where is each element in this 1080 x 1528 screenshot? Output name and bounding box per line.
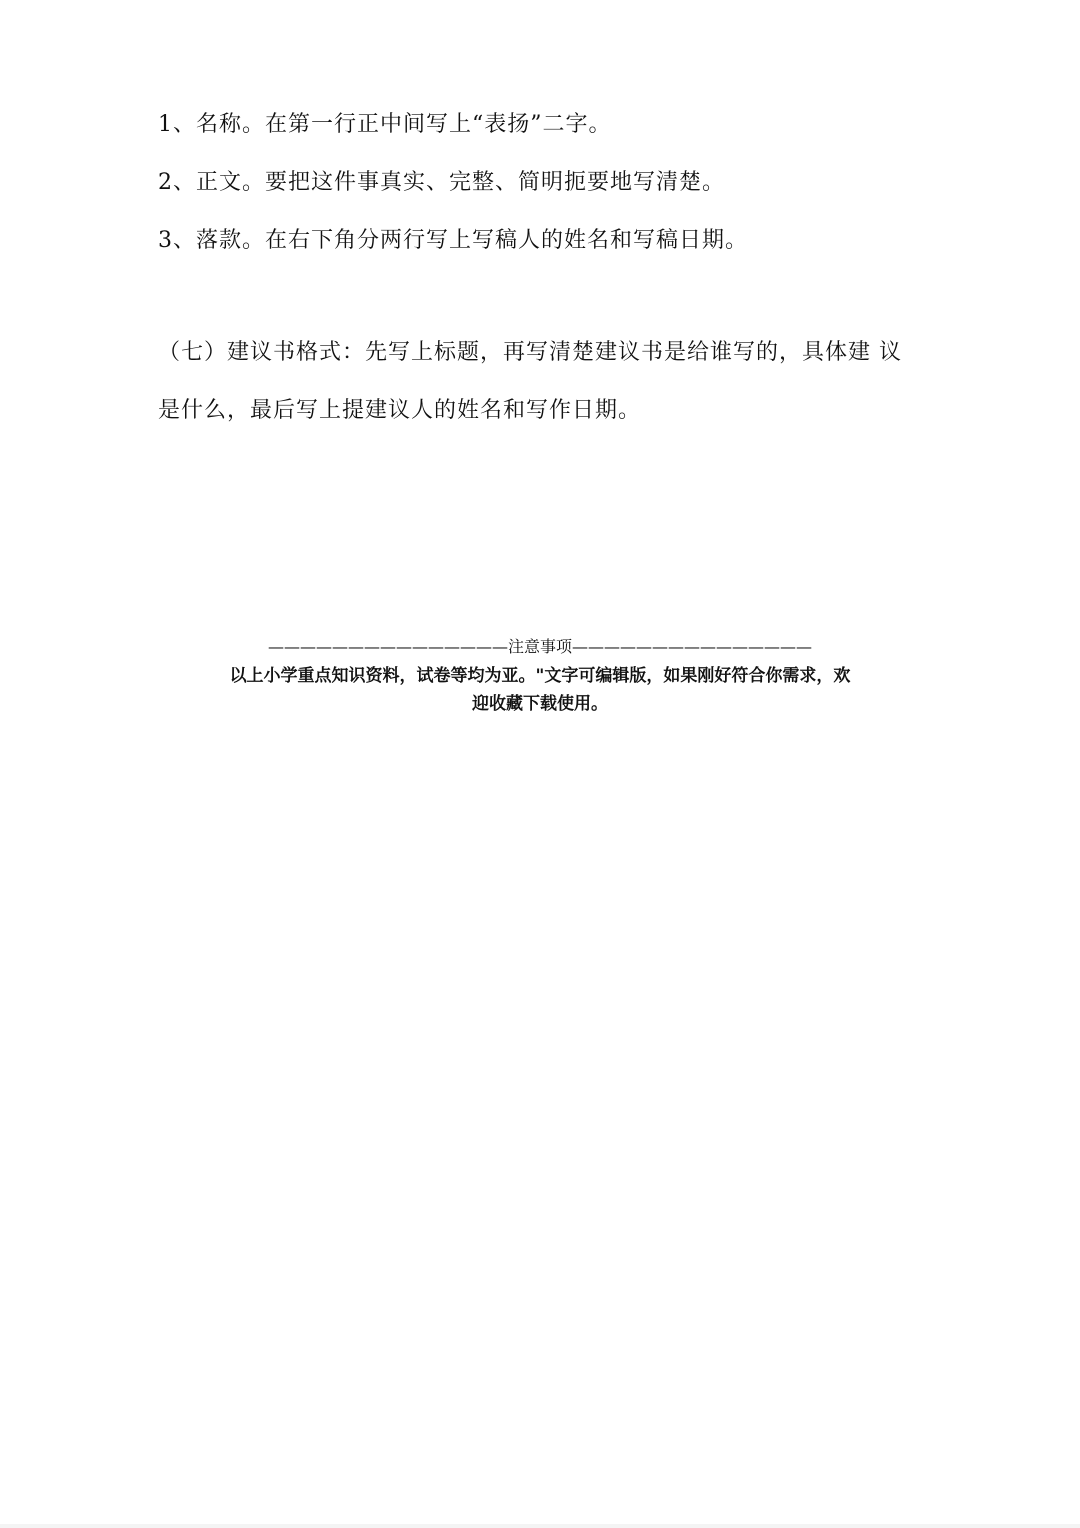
page-bottom-edge xyxy=(0,1524,1080,1528)
notice-text-line-1: 以上小学重点知识资料，试卷等均为亚。"文字可编辑版，如果刚好符合你需求，欢 xyxy=(229,666,851,686)
list-item-body: 2、正文。要把这件事真实、完整、简明扼要地写清楚。 xyxy=(158,170,725,195)
paragraph-line-1: （七）建议书格式：先写上标题，再写清楚建议书是给谁写的，具体建 议 xyxy=(158,340,902,365)
paragraph-line-2: 是什么，最后写上提建议人的姓名和写作日期。 xyxy=(158,398,642,423)
list-item-signature: 3、落款。在右下角分两行写上写稿人的姓名和写稿日期。 xyxy=(158,228,748,253)
notice-divider: ———————————————注意事项——————————————— xyxy=(267,637,812,656)
notice-text-line-2: 迎收藏下载使用。 xyxy=(472,694,608,714)
list-item-name: 1、名称。在第一行正中间写上“表扬”二字。 xyxy=(158,112,612,137)
